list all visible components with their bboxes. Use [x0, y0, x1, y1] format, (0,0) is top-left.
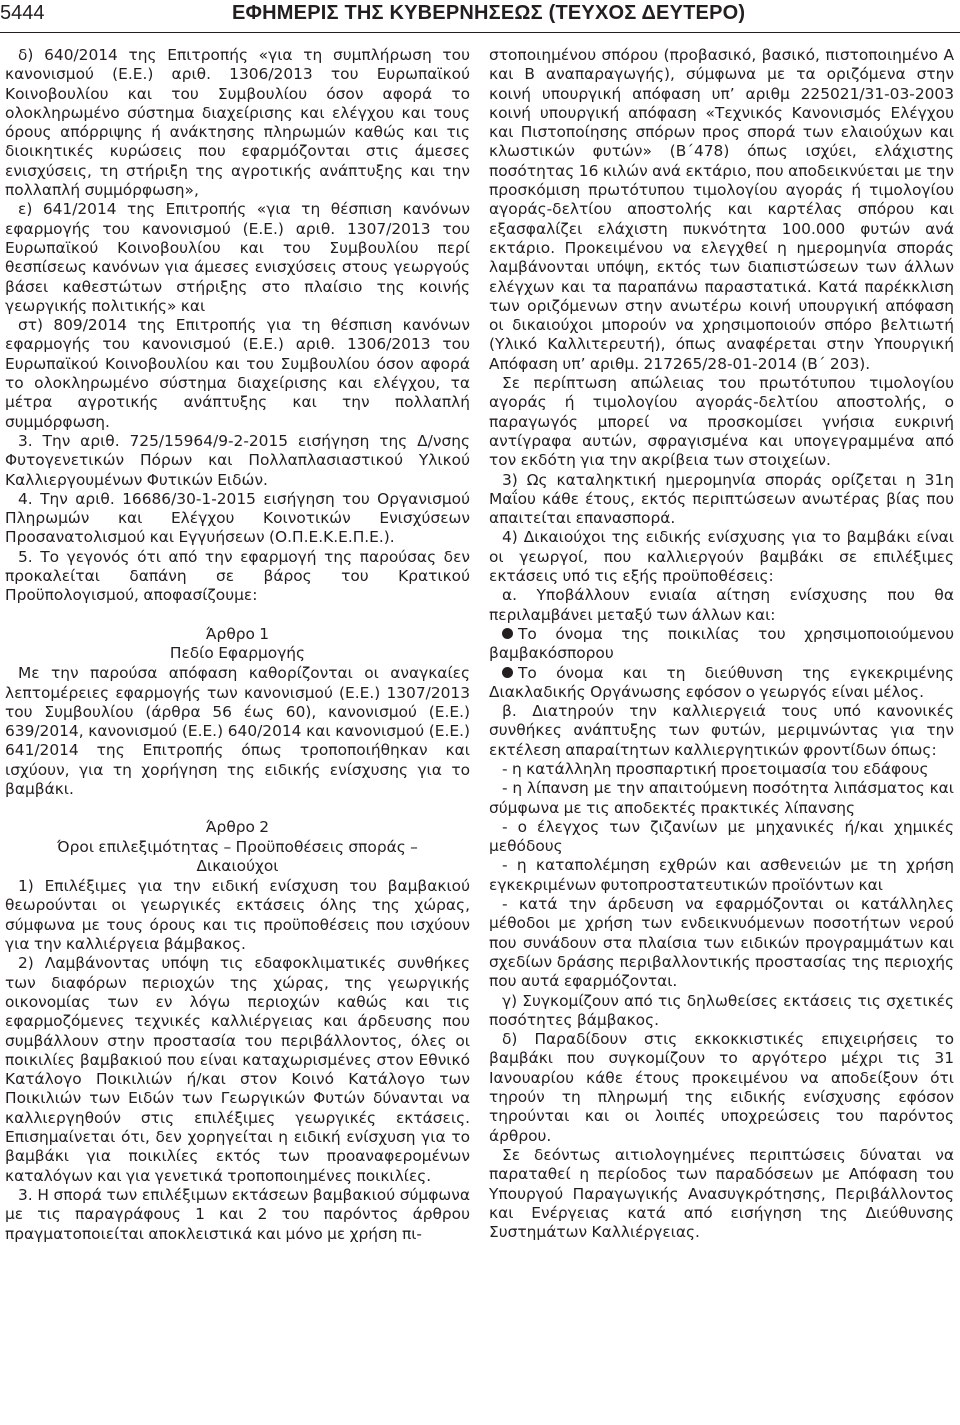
list-item	[489, 625, 954, 664]
page-header	[0, 0, 960, 36]
header-rule	[0, 32, 960, 33]
paragraph-condition-d: δ) Παραδίδουν στις εκκοκκιστικές επιχειρήσεις το βαμβάκι που συγκομίζουν το αργότερο μέχρι τις 31 Ιανουαρίου κάθε έτους προκειμένου να αποδείξουν ότι τηρούν τη πληρωμή της ειδικής ενίσχυσης εφόσον τηρούνται και οι λοιπές υποχρεώσεις του παρόντος άρθρου.	[489, 1030, 954, 1145]
right-column	[489, 46, 954, 1242]
paragraph-regulation-st: στ) 809/2014 της Επιτροπής για τη θέσπιση κανόνων εφαρμογής του κανονισμού (Ε.Ε.) αριθ. 1306/2013 του Ευρωπαϊκού Κοινοβουλίου και του Συμβουλίου όσον αφορά το ολοκληρωμένο σύστημα διαχείρισης και ελέγχου, τα μέτρα αγροτικής ανάπτυξης και την πολλαπλή συμμόρφωση.	[5, 316, 470, 431]
paragraph-condition-a: α. Υποβάλλουν ενιαία αίτηση ενίσχυσης που θα περιλαμβάνει μεταξύ των άλλων και:	[489, 586, 954, 624]
paragraph-invoice-loss: Σε περίπτωση απώλειας του πρωτότυπου τιμολογίου αγοράς ή τιμολογίου αγοράς-δελτίου αποστολής, ο παραγωγός μπορεί να προσκομίσει γνήσια ευκρινή αντίγραφα αυτών, σφραγισμένα και υπογεγραμμένα από τον εκδότη για την ακρίβεια των στοιχείων.	[489, 374, 954, 470]
bullet-text: Το όνομα της ποικιλίας του χρησιμοποιούμενου βαμβακόσπορου	[489, 624, 954, 663]
paragraph-beneficiaries: 4) Δικαιούχοι της ειδικής ενίσχυσης για το βαμβάκι είναι οι γεωργοί, που καλλιεργούν βαμβάκι σε επιλέξιμες εκτάσεις υπό τις εξής προϋποθέσεις:	[489, 528, 954, 586]
list-item: - η λίπανση με την απαιτούμενη ποσότητα λιπάσματος και σύμφωνα με τις αποδεκτές πρακτικές λίπανσης	[489, 779, 954, 817]
paragraph-extension: Σε δεόντως αιτιολογημένες περιπτώσεις δύναται να παραταθεί η περίοδος των παραδόσεων με Απόφαση του Υπουργού Παραγωγικής Ανασυγκρότησης, Περιβάλλοντος και Ενέργειας κατά από εισήγηση της Διεύθυνσης Συστημάτων Καλλιέργειας.	[489, 1145, 954, 1242]
article-2-paragraph-3: 3. Η σπορά των επιλέξιμων εκτάσεων βαμβακιού σύμφωνα με τις παραγράφους 1 και 2 του παρόντος άρθρου πραγματοποιείται αποκλειστικά και μόνο με χρήση πι-	[5, 1185, 470, 1243]
article-2-paragraph-1: 1) Επιλέξιμες για την ειδική ενίσχυση του βαμβακιού θεωρούνται οι γεωργικές εκτάσεις όλης της χώρας, σύμφωνα με τους όρους και τις προϋποθέσεις που ισχύουν για την καλλιέργεια βάμβακος.	[5, 877, 470, 954]
article-1-subtitle: Πεδίο Εφαρμογής	[169, 643, 306, 662]
bullet-text: Το όνομα και τη διεύθυνση της εγκεκριμένης Διακλαδικής Οργάνωσης εφόσον ο γεωργός είναι μέλος.	[489, 663, 954, 701]
gazette-title: ΕΦΗΜΕΡΙΣ ΤΗΣ ΚΥΒΕΡΝΗΣΕΩΣ (ΤΕΥΧΟΣ ΔΕΥΤΕΡΟ)	[232, 2, 746, 24]
paragraph-item-4: 4. Την αριθ. 16686/30-1-2015 εισήγηση του Οργανισμού Πληρωμών και Ελέγχου Κοινοτικών Ενισχύσεων Προσανατολισμού και Εγγυήσεων (Ο.Π.Ε.Κ.Ε.Π.Ε.).	[5, 489, 470, 547]
paragraph-condition-g: γ) Συγκομίζουν από τις δηλωθείσες εκτάσεις τις σχετικές ποσότητες βάμβακος.	[489, 991, 954, 1029]
paragraph-regulation-e: ε) 641/2014 της Επιτροπής «για τη θέσπιση κανόνων εφαρμογής του κανονισμού (Ε.Ε.) αριθ. 1307/2013 του Ευρωπαϊκού Κοινοβουλίου και του Συμβουλίου περί θεσπίσεως κανόνων για άμεσες ενισχύσεις στους γεωργούς βάσει καθεστώτων στήριξης στο πλαίσιο της κοινής γεωργικής πολιτικής» και	[5, 200, 470, 315]
bullet-icon	[502, 628, 513, 639]
paragraph-item-3: 3. Την αριθ. 725/15964/9-2-2015 εισήγηση της Δ/νσης Φυτογενετικών Πόρων και Πολλαπλασιαστικού Υλικού Καλλιεργουμένων Φυτικών Ειδών.	[5, 431, 470, 489]
paragraph-continuation: στοποιημένου σπόρου (προβασικό, βασικό, πιστοποιημένο Α και Β αναπαραγωγής), σύμφωνα με τα οριζόμενα στην κοινή υπουργική απόφαση υπ’ αριθμ 225021/31-03-2003 κοινή υπουργική απόφαση «Τεχνικός Κανονισμός Ελέγχου και Πιστοποίησης σπόρων προς σπορά των ελαιούχων και κλωστικών φυτών» (Β΄478) όπως ισχύει, ελάχιστης ποσότητας 16 κιλών ανά εκτάριο, που αποδεικνύεται με την προσκόμιση πρωτότυπου τιμολογίου αγοράς ή τιμολογίου αγοράς-δελτίου αποστολής και καρτέλας σπόρου και εξασφαλίζει ελάχιστη πυκνότητα 100.000 φυτών ανά εκτάριο. Προκειμένου να ελεγχθεί η ημερομηνία σποράς λαμβάνονται υπόψη, εκτός των διαπιστώσεων των άλλων ελέγχων και τα παραπάνω παραστατικά. Κατά παρέκκλιση των οριζόμενων στην ανωτέρω κοινή υπουργική απόφαση οι δικαιούχοι μπορούν να χρησιμοποιούν σπόρο βελτιωτή (Υλικό Καλλιτερευτή), όπως αναφέρεται στην Υπουργική Απόφαση υπ’ αριθμ. 217265/28-01-2014 (Β΄ 203).	[489, 46, 954, 373]
paragraph-condition-b: β. Διατηρούν την καλλιεργειά τους υπό κανονικές συνθήκες ανάπτυξης των φυτών, μεριμνώντας για την εκτέλεση απαραίτητων καλλιεργητικών φροντίδων όπως:	[489, 702, 954, 759]
paragraph-sowing-deadline: 3) Ως καταληκτική ημερομηνία σποράς ορίζεται η 31η Μαΐου κάθε έτους, εκτός περιπτώσεων ανωτέρας βίας που απαιτείται επανασπορά.	[489, 470, 954, 528]
list-item: - η κατάλληλη προσπαρτική προετοιμασία του εδάφους	[502, 759, 929, 778]
list-item: - η καταπολέμηση εχθρών και ασθενειών με τη χρήση εγκεκριμένων φυτοπροστατευτικών προϊόντων και	[489, 856, 954, 894]
paragraph-item-5: 5. Το γεγονός ότι από την εφαρμογή της παρούσας δεν προκαλείται δαπάνη σε βάρος του Κρατικού Προϋπολογισμού, αποφασίζουμε:	[5, 547, 470, 605]
list-item	[489, 664, 954, 703]
left-column	[5, 46, 470, 1244]
paragraph-regulation-d: δ) 640/2014 της Επιτροπής «για τη συμπλήρωση του κανονισμού (Ε.Ε.) αριθ. 1306/2013 του Ευρωπαϊκού Κοινοβουλίου και του Συμβουλίου όσον αφορά το ολοκληρωμένο σύστημα διαχείρισης και ελέγχου και τους όρους απόρριψης ή ανάκτησης πληρωμών καθώς και τις διοικητικές κυρώσεις που εφαρμόζονται στις άμεσες ενισχύσεις, τη στήριξη της αγροτικής ανάπτυξης και την πολλαπλή συμμόρφωση»,	[5, 46, 470, 200]
page-number: 5444	[0, 2, 45, 24]
list-item: - κατά την άρδευση να εφαρμόζονται οι κατάλληλες μέθοδοι με χρήση των ενδεικνυόμενων ποσοτήτων νερού που συνάδουν στα πλαίσια των ειδικών προγραμμάτων και σχεδίων δράσης περιβαλλοντικής προστασίας της περιοχής που αυτά εφαρμόζονται.	[489, 895, 954, 991]
bullet-icon	[502, 667, 513, 678]
list-item: - ο έλεγχος των ζιζανίων με μηχανικές ή/και χημικές μεθόδους	[489, 817, 954, 856]
article-1-text: Με την παρούσα απόφαση καθορίζονται οι αναγκαίες λεπτομέρειες εφαρμογής των κανονισμού (Ε.Ε.) 1307/2013 του Συμβουλίου (άρθρα 56 έως 60), κανονισμού (Ε.Ε.) 639/2014, κανονισμού (Ε.Ε.) 640/2014 και κανονισμού (Ε.Ε.) 641/2014 της Επιτροπής όπως τροποποιήθηκαν και ισχύουν, για τη χορήγηση της ειδικής ενίσχυσης για το βαμβάκι.	[5, 664, 470, 798]
article-2-subtitle: Όροι επιλεξιμότητας – Προϋποθέσεις σποράς – Δικαιούχοι	[57, 837, 418, 875]
article-2-paragraph-2: 2) Λαμβάνοντας υπόψη τις εδαφοκλιματικές συνθήκες των διαφόρων περιοχών της χώρας, της γεωργικής οικονομίας των εν λόγω περιοχών καθώς και τις εφαρμοζόμενες τεχνικές καλλιέργειας και άρδευσης που συμβάλλουν στην προστασία του περιβάλλοντος, όλες οι ποικιλίες βαμβακιού που είναι καταχωρισμένες στον Εθνικό Κατάλογο Ποικιλιών ή/και στον Κοινό Κατάλογο των Ποικιλιών των Ειδών των Γεωργικών Φυτών δύνανται να καλλιεργηθούν στις επιλέξιμες γεωργικές εκτάσεις. Επισημαίνεται ότι, δεν χορηγείται η ειδική ενίσχυση για το βαμβάκι για ποικιλίες εκτός των προαναφερομένων καταλόγων και για γενετικά τροποποιημένες ποικιλίες.	[5, 954, 470, 1185]
article-2-title: Άρθρο 2	[205, 818, 270, 837]
article-1-title: Άρθρο 1	[205, 624, 270, 643]
